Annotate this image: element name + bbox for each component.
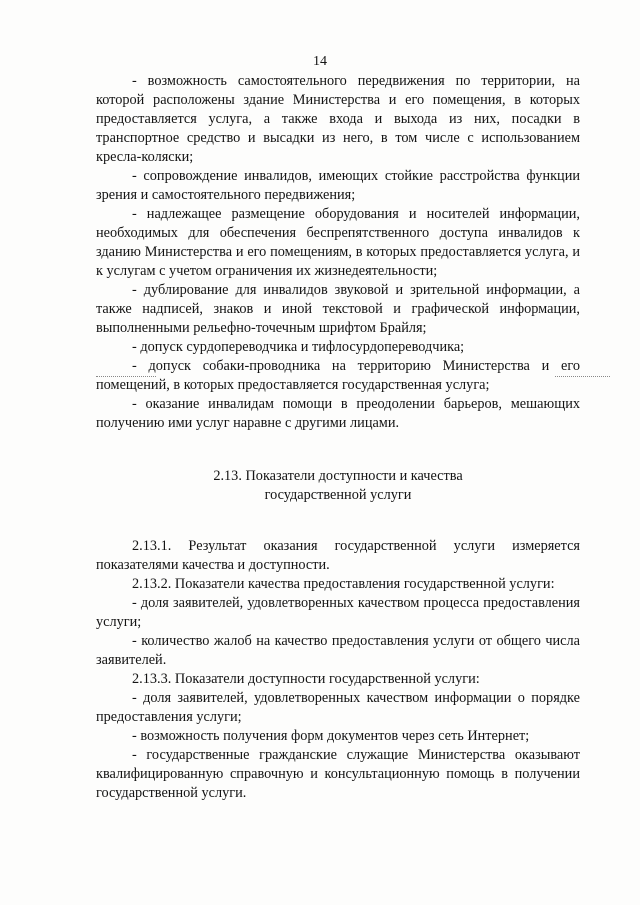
paragraph: 2.13.3. Показатели доступности государственной услуги:: [132, 671, 480, 687]
paragraph: - допуск сурдопереводчика и тифлосурдопереводчика;: [132, 339, 465, 355]
paragraph: - дублирование для инвалидов звуковой и зрительной информации, а также надписей, знаков и иной текстовой и графической информации, выполненными рельефно-точечным шрифтом Брайля;: [96, 282, 580, 336]
section-heading: [96, 467, 580, 505]
paragraph: - доля заявителей, удовлетворенных качеством процесса предоставления услуги;: [96, 595, 580, 630]
paragraph: - сопровождение инвалидов, имеющих стойкие расстройства функции зрения и самостоятельного передвижения;: [96, 168, 580, 203]
paragraph: - доля заявителей, удовлетворенных качеством информации о порядке предоставления услуги;: [96, 690, 580, 725]
paragraph: - возможность получения форм документов через сеть Интернет;: [132, 728, 530, 744]
paragraph: - надлежащее размещение оборудования и носителей информации, необходимых для обеспечения беспрепятственного доступа инвалидов к зданию Министерства и его помещениям, в которых предоставляется услуга, и к услугам с учетом ограничения их жизнедеятельности;: [96, 206, 580, 279]
paragraph: - допуск собаки-проводника на территорию Министерства и его помещений, в которых предоставляется государственная услуга;: [96, 358, 580, 393]
document-body: [96, 72, 580, 803]
paragraph: - возможность самостоятельного передвижения по территории, на которой расположены здание Министерства и его помещения, в которых предоставляется услуга, а также входа и выхода из них, посадки в транспортное средство и высадки из него, в том числе с использованием кресла-коляски;: [96, 73, 580, 165]
section-heading-line-1: 2.13. Показатели доступности и качества: [213, 468, 463, 484]
paragraph: - оказание инвалидам помощи в преодолении барьеров, мешающих получению ими услуг наравне с другими лицами.: [96, 396, 580, 431]
paragraph: - государственные гражданские служащие Министерства оказывают квалифицированную справочную и консультационную помощь в получении государственной услуги.: [96, 747, 580, 801]
section-heading-line-2: государственной услуги: [264, 487, 412, 503]
paragraph: 2.13.1. Результат оказания государственной услуги измеряется показателями качества и доступности.: [96, 538, 580, 573]
paragraph: 2.13.2. Показатели качества предоставления государственной услуги:: [132, 576, 555, 592]
page-number: 14: [313, 54, 327, 69]
paragraph: - количество жалоб на качество предоставления услуги от общего числа заявителей.: [96, 633, 580, 668]
